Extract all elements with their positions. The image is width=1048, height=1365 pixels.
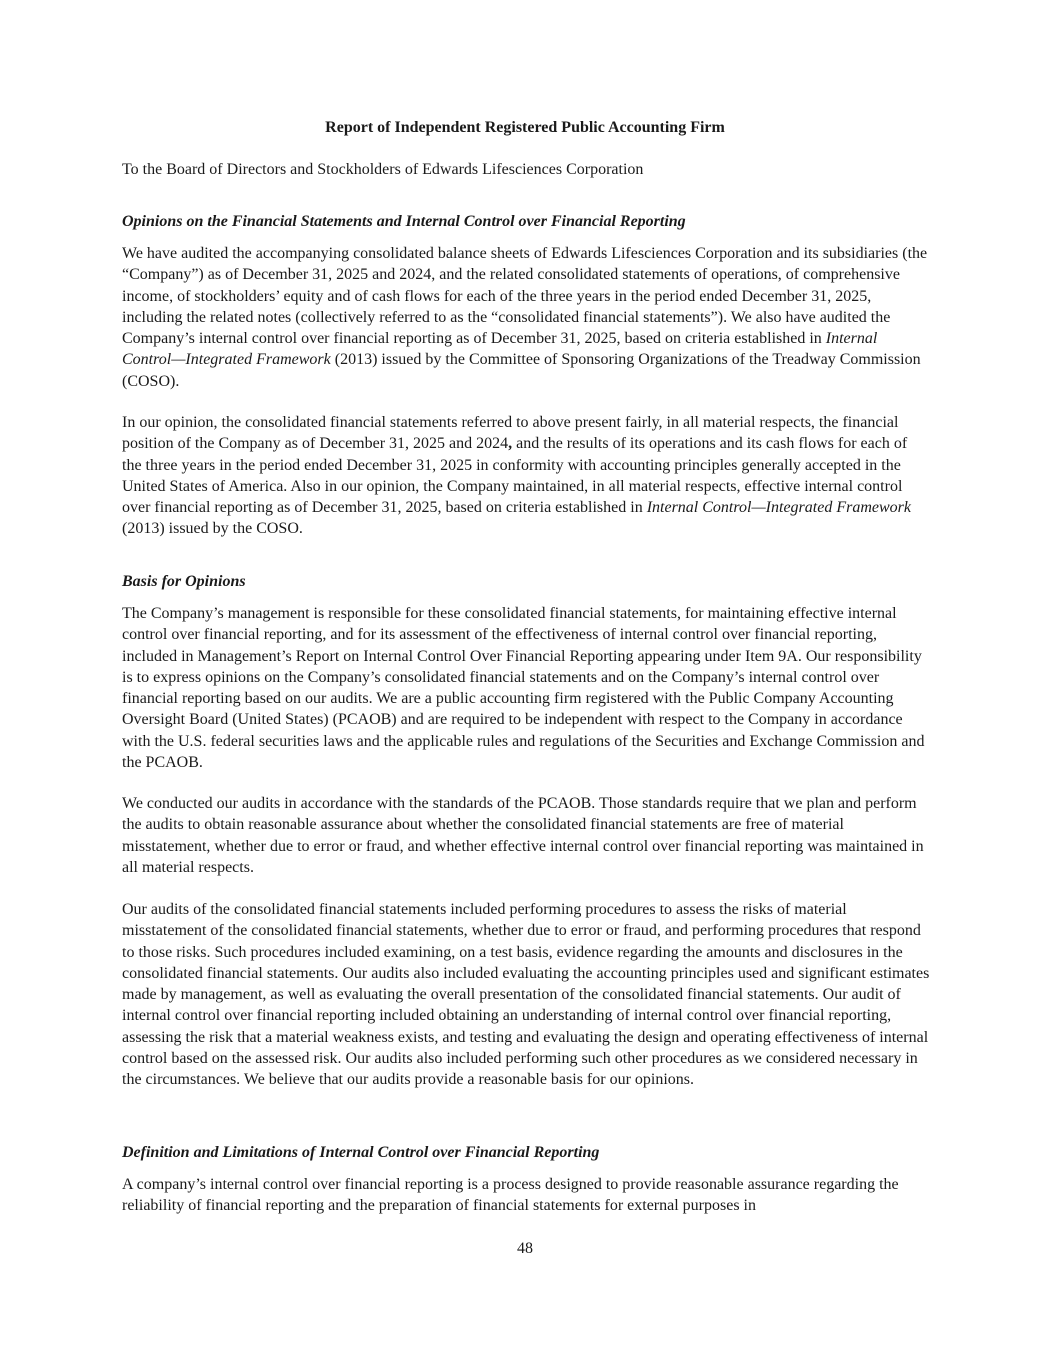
opinions-paragraph-2: [122, 412, 930, 540]
definition-paragraph-1: A company’s internal control over financial reporting is a process designed to provide reasonable assurance regarding the reliability of financial reporting and the preparation of financial statements for external purposes in: [122, 1176, 899, 1215]
addressee-line: To the Board of Directors and Stockholders of Edwards Lifesciences Corporation: [122, 161, 644, 178]
basis-paragraph-3: Our audits of the consolidated financial statements included performing procedures to assess the risks of material misstatement of the consolidated financial statements, whether due to error or fraud, and performing procedures that respond to those risks. Such procedures included examining, on a test basis, evidence regarding the amounts and disclosures in the consolidated financial statements. Our audits also included evaluating the accounting principles used and significant estimates made by management, as well as evaluating the overall presentation of the consolidated financial statements. Our audit of internal control over financial reporting included obtaining an understanding of internal control over financial reporting, assessing the risk that a material weakness exists, and testing and evaluating the design and operating effectiveness of internal control based on the assessed risk. Our audits also included performing such other procedures as we considered necessary in the circumstances. We believe that our audits provide a reasonable basis for our opinions.: [122, 901, 930, 1089]
opinions-p1-text-b: (2013) issued by the Committee of Sponsoring Organizations of the Treadway Commission (COSO).: [122, 351, 921, 390]
page-number: 48: [517, 1240, 533, 1257]
report-title: Report of Independent Registered Public Accounting Firm: [325, 119, 725, 136]
opinions-p1-text-a: We have audited the accompanying consolidated balance sheets of Edwards Lifesciences Corporation and its subsidiaries (the “Company”) as of December 31, 2025 and 2024, and the related consolidated statements of operations, of comprehensive income, of stockholders’ equity and of cash flows for each of the three years in the period ended December 31, 2025, including the related notes (collectively referred to as the “consolidated financial statements”). We also have audited the Company’s internal control over financial reporting as of December 31, 2025, based on criteria established in: [122, 245, 928, 348]
coso-framework-title-2: Internal Control—Integrated Framework: [646, 499, 911, 517]
basis-heading: Basis for Opinions: [122, 573, 246, 590]
basis-paragraph-1: The Company’s management is responsible for these consolidated financial statements, for maintaining effective internal control over financial reporting, and for its assessment of the effectiveness of internal control over financial reporting, included in Management’s Report on Internal Control Over Financial Reporting appearing under Item 9A. Our responsibility is to express opinions on the Company’s consolidated financial statements and on the Company’s internal control over financial reporting based on our audits. We are a public accounting firm registered with the Public Company Accounting Oversight Board (United States) (PCAOB) and are required to be independent with respect to the Company in accordance with the U.S. federal securities laws and the applicable rules and regulations of the Securities and Exchange Commission and the PCAOB.: [122, 605, 925, 772]
basis-paragraph-2: We conducted our audits in accordance with the standards of the PCAOB. Those standards require that we plan and perform the audits to obtain reasonable assurance about whether the consolidated financial statements are free of material misstatement, whether due to error or fraud, and whether effective internal control over financial reporting was maintained in all material respects.: [122, 795, 924, 876]
opinions-p2-text-b: and the results of its operations and its cash flows for each of the three years in the period ended December 31, 2025 in conformity with accounting principles generally accepted in the United States of America. Also in our opinion, the Company maintained, in all material respects, effective internal control over financial reporting as of December 31, 2025, based on criteria established in: [122, 435, 908, 517]
opinions-p2-text-a: In our opinion, the consolidated financial statements referred to above present fairly, in all material respects, the financial position of the Company as of December 31, 2025 and 2024: [122, 414, 899, 453]
opinions-p2-text-c: (2013) issued by the COSO.: [122, 520, 303, 538]
definition-heading: Definition and Limitations of Internal Control over Financial Reporting: [122, 1144, 600, 1161]
opinions-paragraph-1: [122, 243, 930, 392]
opinions-p2-bold-comma: ,: [508, 435, 513, 453]
opinions-heading: Opinions on the Financial Statements and Internal Control over Financial Reporting: [122, 213, 686, 230]
coso-framework-title: Internal Control—Integrated Framework: [122, 330, 878, 369]
